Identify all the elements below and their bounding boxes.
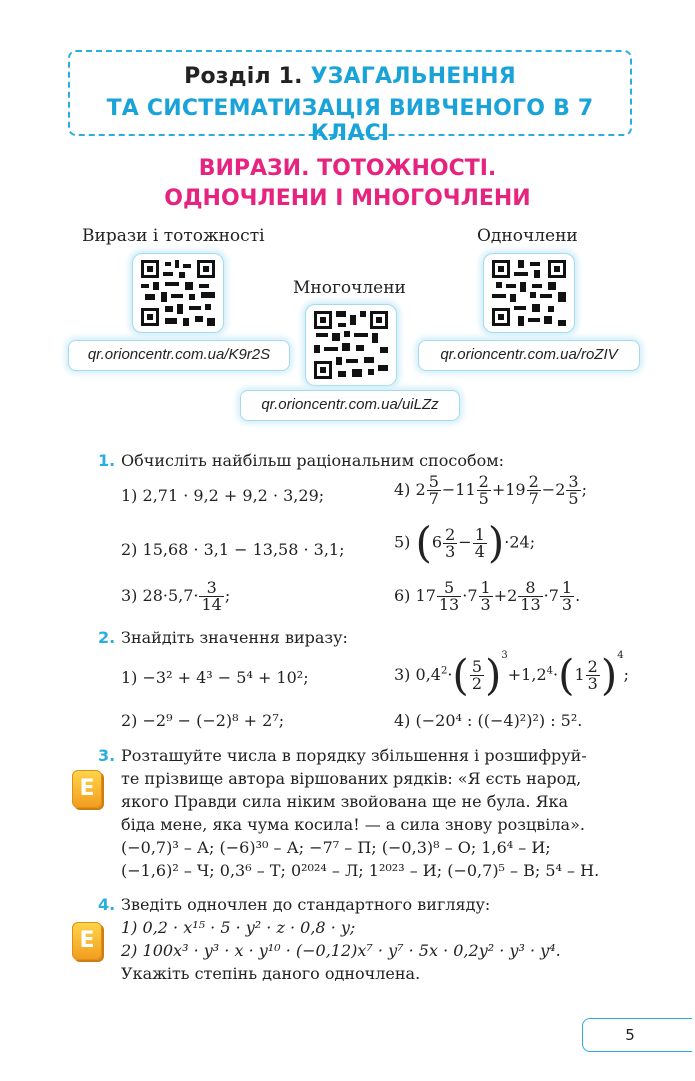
task-3-number: 3. <box>98 746 116 765</box>
task-4-line: 1) 0,2 · x¹⁵ · 5 · y² · z · 0,8 · y; <box>121 918 356 937</box>
chapter-title-line-2: ТА СИСТЕМАТИЗАЦІЯ ВИВЧЕНОГО В 7 КЛАСІ <box>106 96 594 146</box>
qr-url-monomials[interactable]: qr.orioncentr.com.ua/roZIV <box>418 340 640 371</box>
qr-url-polynomials[interactable]: qr.orioncentr.com.ua/uiLZz <box>240 390 460 421</box>
qr-code-icon <box>141 260 215 326</box>
task-4-line: 2) 100x³ · y³ · x · y¹⁰ · (−0,12)x⁷ · y⁷ · 5x · 0,2y² · y³ · y⁴. <box>121 941 561 960</box>
task-1-item-6: 6) 17 $\frac{5}{13}$ ·7 $\frac{1}{3}$ +2 $\frac{8}{13}$ ·7 $\frac{1}{3}$ . <box>394 578 581 614</box>
task-2-number: 2. <box>98 628 116 647</box>
task-3-line: якого Правди сила ніким звойована ще не була. Яка <box>121 792 569 811</box>
chapter-title-line-1 <box>70 64 630 89</box>
task-2-item-2: 2) −2⁹ − (−2)⁸ + 2⁷; <box>121 711 285 730</box>
task-3-line: біда мене, яка чума косила! — а сила знову розцвіла». <box>121 815 585 834</box>
task-3-line: (−1,6)² – Ч; 0,3⁶ – Т; 0²⁰²⁴ – Л; 1²⁰²³ – И; (−0,7)⁵ – В; 5⁴ – Н. <box>121 861 600 880</box>
task-4-line: Зведіть одночлен до стандартного вигляду: <box>121 895 491 914</box>
chapter-header-box <box>68 50 632 146</box>
task-1-item-4: 4) 2 $\frac{5}{7}$ −11 $\frac{2}{5}$ +19 $\frac{2}{7}$ −2 $\frac{3}{5}$ ; <box>394 472 587 508</box>
task-4-number: 4. <box>98 895 116 914</box>
qr-code-polynomials[interactable] <box>305 304 397 386</box>
task-1-number: 1. <box>98 451 116 470</box>
task-4-line: Укажіть степінь даного одночлена. <box>121 964 421 983</box>
task-1-item-2: 2) 15,68 · 3,1 − 13,58 · 3,1; <box>121 540 345 559</box>
task-3-line: (−0,7)³ – А; (−6)³⁰ – А; −7⁷ – П; (−0,3)⁸ – О; 1,6⁴ – И; <box>121 838 551 857</box>
e-badge-icon: E <box>72 922 102 960</box>
task-4-text <box>121 893 681 985</box>
section-title-line-2: ОДНОЧЛЕНИ І МНОГОЧЛЕНИ <box>164 186 531 211</box>
task-3-line: Розташуйте числа в порядку збільшення і розшифруй- <box>121 746 587 765</box>
page-number: 5 <box>625 1026 635 1044</box>
task-2-text: Знайдіть значення виразу: <box>121 628 348 647</box>
qr-code-icon <box>314 311 388 379</box>
qr-code-monomials[interactable] <box>483 253 575 333</box>
task-2-item-3: 3) $0,4^2\cdot$( $\frac{5}{2}$ )$^3+1,2^4\cdot(1$ $\frac{2}{3}$ )$^4$; <box>394 650 630 700</box>
task-2-item-4: 4) (−20⁴ : ((−4)²)²) : 5². <box>394 711 583 730</box>
task-1-item-1: 1) 2,71 · 9,2 + 9,2 · 3,29; <box>121 486 325 505</box>
qr-code-icon <box>492 260 566 326</box>
qr-label-monomials: Одночлени <box>477 226 578 246</box>
task-3-line: те прізвище автора віршованих рядків: «Я єсть народ, <box>121 769 582 788</box>
qr-label-polynomials: Многочлени <box>293 278 406 298</box>
task-3-text <box>121 744 681 882</box>
section-title-line-1: ВИРАЗИ. ТОТОЖНОСТІ. <box>198 156 497 181</box>
task-2-item-1: 1) −3² + 4³ − 5⁴ + 10²; <box>121 668 309 687</box>
chapter-title-highlight: УЗАГАЛЬНЕННЯ <box>310 64 516 89</box>
qr-label-expressions: Вирази і тотожності <box>82 226 265 246</box>
task-1-text: Обчисліть найбільш раціональним способом: <box>121 451 505 470</box>
chapter-number: Розділ 1. <box>184 64 303 89</box>
e-badge-icon: E <box>72 770 102 808</box>
task-1-item-5: 5) (6 $\frac{2}{3}$ − $\frac{1}{4}$ )·24; <box>394 518 536 567</box>
qr-code-expressions[interactable] <box>132 253 224 333</box>
qr-url-expressions[interactable]: qr.orioncentr.com.ua/K9r2S <box>68 340 290 371</box>
task-1-item-3: 3) 28·5,7· $\frac{3}{14}$ ; <box>121 578 231 614</box>
